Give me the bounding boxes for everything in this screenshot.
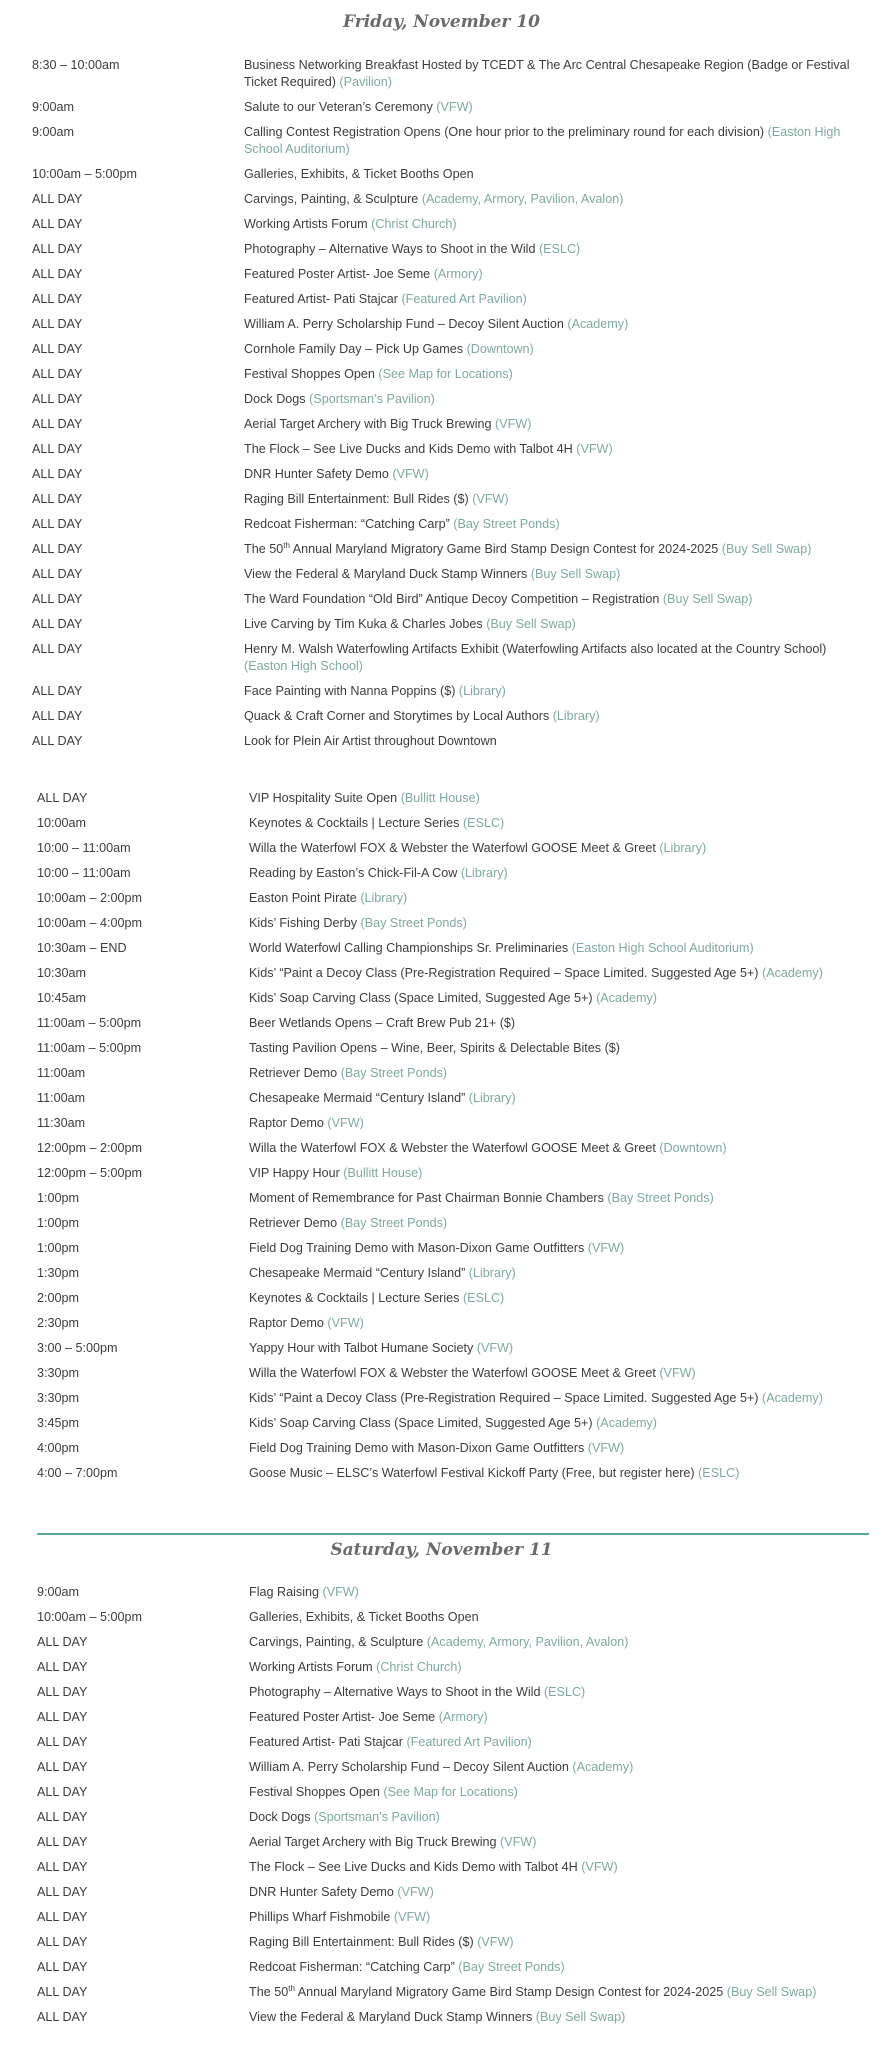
event-time: 8:30 – 10:00am: [32, 58, 120, 72]
event-description: View the Federal & Maryland Duck Stamp Winners (Buy Sell Swap): [244, 567, 621, 581]
schedule-row: [0, 1959, 883, 1976]
event-time: 11:30am: [37, 1116, 86, 1130]
event-description: Field Dog Training Demo with Mason-Dixon Game Outfitters (VFW): [249, 1241, 625, 1255]
event-location: (VFW): [327, 1316, 364, 1330]
event-location: (VFW): [495, 417, 532, 431]
event-time: 4:00 – 7:00pm: [37, 1466, 118, 1480]
event-time: 10:30am: [37, 966, 87, 980]
event-description: Kids’ Soap Carving Class (Space Limited, Suggested Age 5+) (Academy): [249, 1416, 657, 1430]
event-description: Keynotes & Cocktails | Lecture Series (ESLC): [249, 1291, 505, 1305]
schedule-row: [0, 99, 883, 116]
event-time: ALL DAY: [32, 392, 83, 406]
event-location: (ESLC): [698, 1466, 740, 1480]
schedule-row: [0, 441, 883, 458]
event-description: Willa the Waterfowl FOX & Webster the Waterfowl GOOSE Meet & Greet (VFW): [249, 1366, 696, 1380]
event-location: (Library): [659, 841, 707, 855]
event-description: Cornhole Family Day – Pick Up Games (Downtown): [244, 342, 534, 356]
event-description: Festival Shoppes Open (See Map for Locations): [244, 367, 513, 381]
schedule-row: [0, 890, 883, 907]
schedule-row: [0, 683, 883, 700]
event-description: World Waterfowl Calling Championships Sr. Preliminaries (Easton High School Auditorium): [249, 941, 754, 955]
schedule-row: [0, 391, 883, 408]
event-description: Redcoat Fisherman: “Catching Carp” (Bay Street Ponds): [244, 517, 560, 531]
event-time: ALL DAY: [37, 1710, 88, 1724]
event-time: ALL DAY: [32, 417, 83, 431]
event-location: (VFW): [436, 100, 473, 114]
schedule-row: [0, 1215, 883, 1232]
event-location: (ESLC): [462, 816, 505, 830]
event-description: Willa the Waterfowl FOX & Webster the Waterfowl GOOSE Meet & Greet (Library): [249, 841, 707, 855]
event-time: ALL DAY: [37, 1835, 88, 1849]
schedule-row: [0, 1240, 883, 1257]
event-description: Photography – Alternative Ways to Shoot in the Wild (ESLC): [244, 242, 581, 256]
event-time: ALL DAY: [32, 492, 83, 506]
event-description: Reading by Easton’s Chick-Fil-A Cow (Library): [249, 866, 508, 880]
event-description: Chesapeake Mermaid “Century Island” (Library): [249, 1091, 516, 1105]
schedule-row: [0, 641, 883, 675]
event-description: Calling Contest Registration Opens (One hour prior to the preliminary round for each division) (Easton High School Auditorium): [244, 125, 841, 156]
schedule-row: [0, 191, 883, 208]
event-description: Featured Poster Artist- Joe Seme (Armory): [249, 1710, 488, 1724]
event-time: ALL DAY: [32, 467, 83, 481]
event-time: 10:00am – 4:00pm: [37, 916, 143, 930]
event-location: (Library): [460, 866, 508, 880]
schedule-row: [0, 591, 883, 608]
schedule-row: [0, 815, 883, 832]
event-location: (Academy): [596, 1416, 657, 1430]
event-location: (VFW): [393, 1910, 431, 1924]
schedule-row: [0, 1115, 883, 1132]
schedule-row: [0, 1390, 883, 1407]
schedule-row: [0, 1190, 883, 1207]
event-time: 4:00pm: [37, 1441, 80, 1455]
schedule-row: [0, 1065, 883, 1082]
event-location: (Library): [458, 684, 506, 698]
event-location: (Bullitt House): [400, 791, 480, 805]
schedule-list-saturday: [0, 1584, 883, 2026]
event-location: (VFW): [392, 467, 429, 481]
event-time: ALL DAY: [32, 542, 83, 556]
schedule-row: [0, 1365, 883, 1382]
event-time: ALL DAY: [32, 217, 83, 231]
event-time: 3:30pm: [37, 1391, 80, 1405]
event-time: ALL DAY: [37, 1960, 88, 1974]
schedule-row: [0, 965, 883, 982]
event-time: ALL DAY: [37, 2010, 88, 2024]
event-description: Keynotes & Cocktails | Lecture Series (ESLC): [249, 816, 505, 830]
schedule-row: [0, 733, 883, 750]
event-location: (Bay Street Ponds): [458, 1960, 565, 1974]
event-location: (Bullitt House): [343, 1166, 423, 1180]
schedule-row: [0, 1340, 883, 1357]
event-location: (Bay Street Ponds): [360, 916, 467, 930]
event-time: ALL DAY: [32, 517, 83, 531]
event-description: Galleries, Exhibits, & Ticket Booths Open: [244, 167, 474, 181]
event-location: (VFW): [477, 1935, 514, 1949]
schedule-row: [0, 1584, 883, 1601]
event-time: 10:00am – 5:00pm: [37, 1610, 143, 1624]
event-location: (VFW): [322, 1585, 359, 1599]
event-location: (See Map for Locations): [378, 367, 513, 381]
event-description: Featured Artist- Pati Stajcar (Featured Art Pavilion): [249, 1735, 532, 1749]
event-time: 3:45pm: [37, 1416, 80, 1430]
event-description: Dock Dogs (Sportsman’s Pavilion): [249, 1810, 440, 1824]
event-description: Phillips Wharf Fishmobile (VFW): [249, 1910, 431, 1924]
event-time: 11:00am – 5:00pm: [37, 1041, 142, 1055]
event-time: 2:30pm: [37, 1316, 80, 1330]
schedule-row: [0, 1634, 883, 1651]
event-description: Quack & Craft Corner and Storytimes by Local Authors (Library): [244, 709, 600, 723]
event-description: Raging Bill Entertainment: Bull Rides ($) (VFW): [249, 1935, 514, 1949]
schedule-row: [0, 57, 883, 91]
event-description: Willa the Waterfowl FOX & Webster the Waterfowl GOOSE Meet & Greet (Downtown): [249, 1141, 727, 1155]
event-time: ALL DAY: [37, 1685, 88, 1699]
event-location: (Downtown): [659, 1141, 727, 1155]
event-time: 10:00 – 11:00am: [37, 841, 131, 855]
schedule-row: [0, 516, 883, 533]
event-time: ALL DAY: [37, 1885, 88, 1899]
schedule-row: [0, 124, 883, 158]
event-description: View the Federal & Maryland Duck Stamp Winners (Buy Sell Swap): [249, 2010, 626, 2024]
event-description: The Flock – See Live Ducks and Kids Demo with Talbot 4H (VFW): [249, 1860, 618, 1874]
event-time: 11:00am: [37, 1066, 86, 1080]
event-time: ALL DAY: [37, 1860, 88, 1874]
event-time: 3:00 – 5:00pm: [37, 1341, 118, 1355]
event-description: Dock Dogs (Sportsman’s Pavilion): [244, 392, 435, 406]
event-description: Featured Poster Artist- Joe Seme (Armory): [244, 267, 483, 281]
event-description: The Ward Foundation “Old Bird” Antique Decoy Competition – Registration (Buy Sell Swap): [244, 592, 753, 606]
event-location: (Easton High School Auditorium): [244, 125, 841, 156]
event-location: (Buy Sell Swap): [535, 2010, 626, 2024]
event-time: ALL DAY: [37, 1660, 88, 1674]
event-description: Beer Wetlands Opens – Craft Brew Pub 21+ ($): [249, 1016, 516, 1030]
schedule-row: [0, 1934, 883, 1951]
event-description: Yappy Hour with Talbot Humane Society (VFW): [249, 1341, 514, 1355]
event-location: (Easton High School Auditorium): [571, 941, 754, 955]
event-description: Aerial Target Archery with Big Truck Brewing (VFW): [244, 417, 532, 431]
event-location: (Buy Sell Swap): [662, 592, 753, 606]
event-description: Galleries, Exhibits, & Ticket Booths Open: [249, 1610, 479, 1624]
event-location: (VFW): [576, 442, 613, 456]
event-description: Photography – Alternative Ways to Shoot in the Wild (ESLC): [249, 1685, 586, 1699]
event-description: Carvings, Painting, & Sculpture (Academy, Armory, Pavilion, Avalon): [249, 1635, 629, 1649]
event-location: (Academy): [762, 1391, 823, 1405]
event-time: ALL DAY: [32, 567, 83, 581]
event-description: Easton Point Pirate (Library): [249, 891, 408, 905]
event-location: (Academy): [567, 317, 629, 331]
event-location: (ESLC): [543, 1685, 586, 1699]
schedule-row: [0, 1859, 883, 1876]
event-description: Business Networking Breakfast Hosted by TCEDT & The Arc Central Chesapeake Region (Badge or Festival Ticket Required) (Pavilion): [244, 58, 850, 89]
event-time: 9:00am: [37, 1585, 80, 1599]
event-time: ALL DAY: [32, 292, 83, 306]
schedule-row: [0, 1984, 883, 2001]
schedule-row: [0, 1040, 883, 1057]
event-description: VIP Happy Hour (Bullitt House): [249, 1166, 423, 1180]
event-location: (Academy): [596, 991, 657, 1005]
event-time: ALL DAY: [32, 684, 83, 698]
event-time: 10:00am – 5:00pm: [32, 167, 138, 181]
schedule-row: [0, 1809, 883, 1826]
event-location: (Armory): [438, 1710, 488, 1724]
schedule-row: [0, 1759, 883, 1776]
schedule-row: [0, 341, 883, 358]
schedule-row: [0, 840, 883, 857]
event-description: VIP Hospitality Suite Open (Bullitt House): [249, 791, 480, 805]
event-description: Face Painting with Nanna Poppins ($) (Library): [244, 684, 506, 698]
event-description: Henry M. Walsh Waterfowling Artifacts Exhibit (Waterfowling Artifacts also located at the Country School) (Easton High School): [244, 642, 827, 673]
event-time: ALL DAY: [37, 1910, 88, 1924]
event-time: ALL DAY: [37, 1935, 88, 1949]
event-description: Carvings, Painting, & Sculpture (Academy, Armory, Pavilion, Avalon): [244, 192, 624, 206]
event-description: Raging Bill Entertainment: Bull Rides ($) (VFW): [244, 492, 509, 506]
schedule-row: [0, 1290, 883, 1307]
section-divider: [37, 1533, 869, 1535]
event-location: (Bay Street Ponds): [340, 1216, 448, 1230]
event-time: ALL DAY: [32, 442, 83, 456]
event-description: Chesapeake Mermaid “Century Island” (Library): [249, 1266, 516, 1280]
schedule-row: [0, 1315, 883, 1332]
event-location: (Christ Church): [376, 1660, 462, 1674]
event-description: DNR Hunter Safety Demo (VFW): [249, 1885, 434, 1899]
event-location: (Buy Sell Swap): [530, 567, 621, 581]
event-description: Salute to our Veteran’s Ceremony (VFW): [244, 100, 473, 114]
event-time: ALL DAY: [37, 1735, 88, 1749]
schedule-row: [0, 708, 883, 725]
schedule-row: [0, 865, 883, 882]
event-description: The Flock – See Live Ducks and Kids Demo with Talbot 4H (VFW): [244, 442, 613, 456]
event-time: ALL DAY: [37, 791, 88, 805]
event-description: Field Dog Training Demo with Mason-Dixon Game Outfitters (VFW): [249, 1441, 625, 1455]
schedule-row: [0, 940, 883, 957]
schedule-row: [0, 416, 883, 433]
schedule-row: [0, 566, 883, 583]
event-location: (Easton High School): [244, 659, 364, 673]
event-time: ALL DAY: [32, 267, 83, 281]
event-location: (Sportsman’s Pavilion): [309, 392, 435, 406]
event-time: 11:00am – 5:00pm: [37, 1016, 142, 1030]
schedule-row: [0, 541, 883, 558]
event-time: ALL DAY: [32, 642, 83, 656]
event-location: (VFW): [587, 1441, 625, 1455]
event-description: Goose Music – ELSC’s Waterfowl Festival Kickoff Party (Free, but register here) (ESLC): [249, 1466, 740, 1480]
schedule-row: [0, 616, 883, 633]
event-description: Retriever Demo (Bay Street Ponds): [249, 1066, 448, 1080]
event-time: ALL DAY: [32, 592, 83, 606]
schedule-row: [0, 1265, 883, 1282]
event-description: Aerial Target Archery with Big Truck Brewing (VFW): [249, 1835, 537, 1849]
event-description: Flag Raising (VFW): [249, 1585, 359, 1599]
event-time: ALL DAY: [32, 617, 83, 631]
schedule-row: [0, 466, 883, 483]
day-heading-saturday: Saturday, November 11: [330, 1540, 553, 1560]
schedule-row: [0, 1659, 883, 1676]
schedule-row: [0, 241, 883, 258]
event-time: 10:00 – 11:00am: [37, 866, 131, 880]
schedule-row: [0, 1884, 883, 1901]
event-location: (VFW): [327, 1116, 364, 1130]
event-location: (Academy): [572, 1760, 634, 1774]
event-time: 9:00am: [32, 100, 75, 114]
schedule-row: [0, 1415, 883, 1432]
event-location: (VFW): [581, 1860, 618, 1874]
schedule-row: [0, 1609, 883, 1626]
schedule-row: [0, 1684, 883, 1701]
event-location: (VFW): [397, 1885, 434, 1899]
event-description: Featured Artist- Pati Stajcar (Featured Art Pavilion): [244, 292, 527, 306]
schedule-row: [0, 491, 883, 508]
event-time: 10:30am – END: [37, 941, 127, 955]
event-time: 1:00pm: [37, 1191, 80, 1205]
event-time: ALL DAY: [37, 1635, 88, 1649]
event-location: (Armory): [433, 267, 483, 281]
event-location: (VFW): [659, 1366, 696, 1380]
event-description: DNR Hunter Safety Demo (VFW): [244, 467, 429, 481]
event-location: (Featured Art Pavilion): [401, 292, 527, 306]
event-time: ALL DAY: [32, 242, 83, 256]
event-time: 2:00pm: [37, 1291, 80, 1305]
event-description: William A. Perry Scholarship Fund – Decoy Silent Auction (Academy): [244, 317, 629, 331]
event-time: ALL DAY: [37, 1810, 88, 1824]
event-location: (Library): [552, 709, 600, 723]
event-time: ALL DAY: [32, 367, 83, 381]
event-time: ALL DAY: [32, 317, 83, 331]
event-description: Live Carving by Tim Kuka & Charles Jobes (Buy Sell Swap): [244, 617, 576, 631]
event-description: Working Artists Forum (Christ Church): [249, 1660, 462, 1674]
schedule-row: [0, 316, 883, 333]
event-location: (ESLC): [538, 242, 581, 256]
event-time: 10:00am: [37, 816, 87, 830]
event-description: Working Artists Forum (Christ Church): [244, 217, 457, 231]
event-description: Moment of Remembrance for Past Chairman Bonnie Chambers (Bay Street Ponds): [249, 1191, 714, 1205]
event-time: 1:00pm: [37, 1216, 80, 1230]
schedule-row: [0, 1834, 883, 1851]
event-description: Redcoat Fisherman: “Catching Carp” (Bay Street Ponds): [249, 1960, 565, 1974]
schedule-row: [0, 1090, 883, 1107]
event-description: Raptor Demo (VFW): [249, 1316, 364, 1330]
event-time: ALL DAY: [37, 1760, 88, 1774]
schedule-row: [0, 1784, 883, 1801]
schedule-list-friday-1: [0, 57, 883, 750]
event-location: (Library): [360, 891, 408, 905]
event-location: (ESLC): [462, 1291, 505, 1305]
event-time: ALL DAY: [37, 1785, 88, 1799]
schedule-row: [0, 1140, 883, 1157]
event-location: (Downtown): [466, 342, 534, 356]
event-time: 11:00am: [37, 1091, 86, 1105]
event-time: 3:30pm: [37, 1366, 80, 1380]
event-time: 10:00am – 2:00pm: [37, 891, 143, 905]
event-description: Retriever Demo (Bay Street Ponds): [249, 1216, 448, 1230]
event-description: The 50th Annual Maryland Migratory Game Bird Stamp Design Contest for 2024-2025 (Buy Sell Swap): [249, 1983, 817, 1999]
event-description: Kids’ “Paint a Decoy Class (Pre-Registration Required – Space Limited. Suggested Age 5+) (Academy): [249, 1391, 823, 1405]
event-time: ALL DAY: [32, 734, 83, 748]
event-description: Festival Shoppes Open (See Map for Locations): [249, 1785, 518, 1799]
event-location: (Buy Sell Swap): [721, 542, 812, 556]
event-time: ALL DAY: [32, 709, 83, 723]
event-location: (Pavilion): [339, 75, 392, 89]
schedule-row: [0, 2009, 883, 2026]
event-location: (Academy, Armory, Pavilion, Avalon): [421, 192, 624, 206]
event-location: (Buy Sell Swap): [486, 617, 576, 631]
event-time: 12:00pm – 2:00pm: [37, 1141, 143, 1155]
schedule-row: [0, 291, 883, 308]
event-time: 1:00pm: [37, 1241, 80, 1255]
event-description: The 50th Annual Maryland Migratory Game Bird Stamp Design Contest for 2024-2025 (Buy Sell Swap): [244, 540, 812, 556]
event-description: William A. Perry Scholarship Fund – Decoy Silent Auction (Academy): [249, 1760, 634, 1774]
schedule-row: [0, 266, 883, 283]
event-location: (Bay Street Ponds): [453, 517, 560, 531]
event-location: (Christ Church): [371, 217, 457, 231]
schedule-row: [0, 1165, 883, 1182]
event-description: Tasting Pavilion Opens – Wine, Beer, Spirits & Delectable Bites ($): [249, 1041, 620, 1055]
event-description: Kids’ Soap Carving Class (Space Limited, Suggested Age 5+) (Academy): [249, 991, 657, 1005]
event-location: (VFW): [500, 1835, 537, 1849]
event-description: Raptor Demo (VFW): [249, 1116, 364, 1130]
schedule-row: [0, 1465, 883, 1482]
event-time: 1:30pm: [37, 1266, 80, 1280]
event-time: ALL DAY: [32, 192, 83, 206]
event-time: 12:00pm – 5:00pm: [37, 1166, 143, 1180]
event-location: (Bay Street Ponds): [607, 1191, 714, 1205]
event-description: Kids’ Fishing Derby (Bay Street Ponds): [249, 916, 467, 930]
schedule-row: [0, 1734, 883, 1751]
event-time: 9:00am: [32, 125, 75, 139]
schedule-row: [0, 1709, 883, 1726]
event-location: (Library): [468, 1266, 516, 1280]
event-location: (Buy Sell Swap): [726, 1985, 817, 1999]
schedule-list-friday-2: [0, 790, 883, 1482]
event-location: (Featured Art Pavilion): [406, 1735, 532, 1749]
schedule-row: [0, 1440, 883, 1457]
event-location: (VFW): [472, 492, 509, 506]
schedule-row: [0, 366, 883, 383]
event-time: 10:45am: [37, 991, 87, 1005]
event-location: (See Map for Locations): [383, 1785, 518, 1799]
event-time: ALL DAY: [32, 342, 83, 356]
schedule-row: [0, 216, 883, 233]
schedule-row: [0, 1015, 883, 1032]
event-location: (Academy, Armory, Pavilion, Avalon): [426, 1635, 629, 1649]
event-location: (Sportsman’s Pavilion): [314, 1810, 440, 1824]
schedule-row: [0, 990, 883, 1007]
day-heading-friday: Friday, November 10: [343, 12, 540, 32]
event-location: (VFW): [587, 1241, 625, 1255]
schedule-row: [0, 915, 883, 932]
event-location: (Library): [468, 1091, 516, 1105]
event-time: ALL DAY: [37, 1985, 88, 1999]
event-location: (Bay Street Ponds): [340, 1066, 448, 1080]
event-description: Look for Plein Air Artist throughout Downtown: [244, 734, 497, 748]
schedule-row: [0, 166, 883, 183]
event-location: (Academy): [762, 966, 823, 980]
schedule-row: [0, 790, 883, 807]
schedule-row: [0, 1909, 883, 1926]
event-location: (VFW): [476, 1341, 514, 1355]
event-description: Kids’ “Paint a Decoy Class (Pre-Registration Required – Space Limited. Suggested Age 5+) (Academy): [249, 966, 823, 980]
